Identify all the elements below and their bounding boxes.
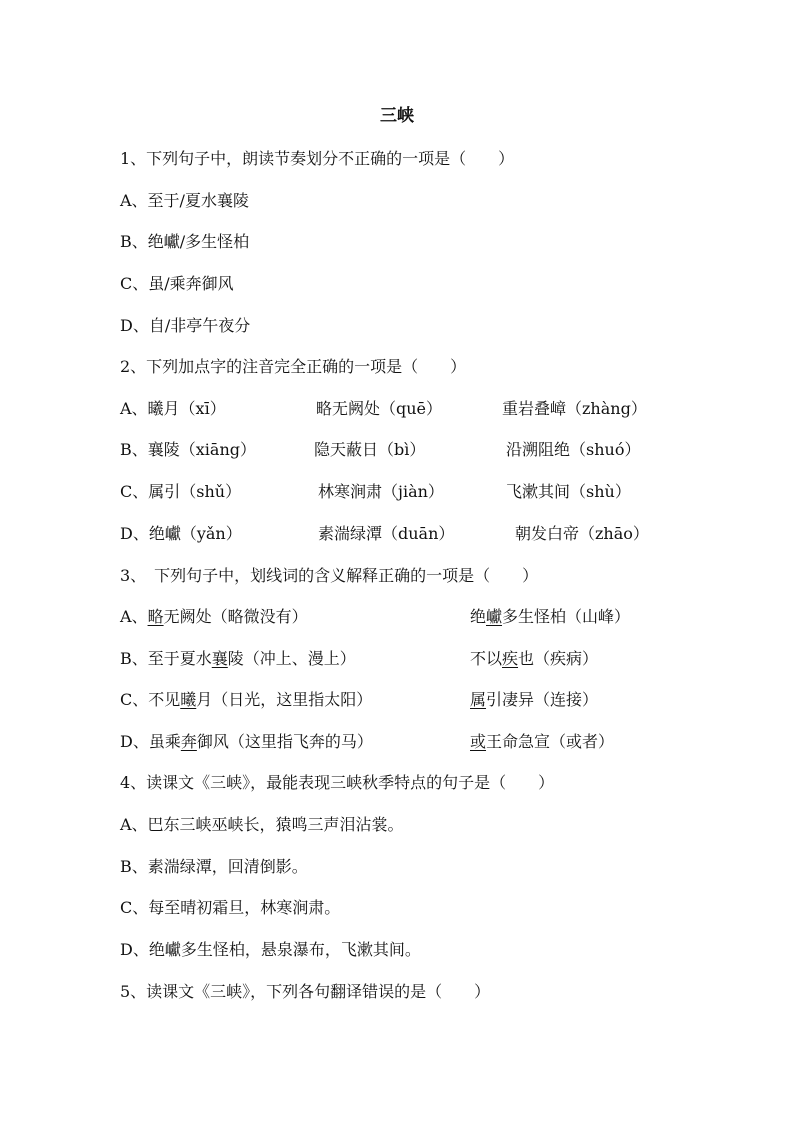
option-part: 朝发白帝（zhāo） bbox=[515, 524, 649, 543]
option-part: C、属引（shǔ） bbox=[120, 482, 242, 501]
question-1-stem: 1、下列句子中，朗读节奏划分不正确的一项是（ ） bbox=[120, 149, 515, 168]
text: 不以 bbox=[470, 649, 503, 668]
question-3-option-c bbox=[120, 688, 372, 712]
text: 也（疾病） bbox=[518, 649, 599, 668]
question-3-stem: 3、 下列句子中，划线词的含义解释正确的一项是（ ） bbox=[120, 566, 539, 585]
question-4-stem: 4、读课文《三峡》，最能表现三峡秋季特点的句子是（ ） bbox=[120, 773, 555, 792]
question-5-stem: 5、读课文《三峡》，下列各句翻译错误的是（ ） bbox=[120, 982, 491, 1001]
option-part: 飞漱其间（shù） bbox=[506, 482, 631, 501]
question-3-option-b bbox=[120, 647, 356, 671]
option-part: D、绝巘（yǎn） bbox=[120, 524, 242, 543]
option-part: B、襄陵（xiāng） bbox=[120, 440, 256, 459]
option-part: 素湍绿潭（duān） bbox=[318, 524, 455, 543]
underlined-word: 奔 bbox=[180, 732, 197, 751]
text: 月（日光，这里指太阳） bbox=[196, 690, 373, 709]
underlined-word: 襄 bbox=[211, 649, 228, 668]
text: B、至于夏水 bbox=[120, 649, 212, 668]
option-part: A、曦月（xī） bbox=[120, 399, 226, 418]
underlined-word: 巘 bbox=[486, 607, 503, 626]
underlined-word: 曦 bbox=[180, 690, 197, 709]
question-3-option-a-2 bbox=[470, 605, 630, 629]
text: 绝 bbox=[470, 607, 487, 626]
option-part: 沿溯阻绝（shuó） bbox=[506, 440, 641, 459]
text: 无阙处（略微没有） bbox=[163, 607, 308, 626]
text: 御风（这里指飞奔的马） bbox=[196, 732, 373, 751]
text: 王命急宣（或者） bbox=[486, 732, 615, 751]
option-part: 重岩叠嶂（zhàng） bbox=[502, 399, 647, 418]
question-3-option-c-2 bbox=[470, 688, 598, 712]
question-3-option-d-2 bbox=[470, 730, 614, 754]
option-part: 略无阙处（quē） bbox=[316, 399, 443, 418]
underlined-word: 疾 bbox=[502, 649, 519, 668]
question-3-option-a bbox=[120, 605, 308, 629]
option-part: 林寒涧肃（jiàn） bbox=[318, 482, 444, 501]
text: 陵（冲上、漫上） bbox=[227, 649, 356, 668]
question-1-option-c: C、虽/乘奔御风 bbox=[120, 274, 234, 293]
question-4-option-a: A、巴东三峡巫峡长，猿鸣三声泪沾裳。 bbox=[120, 815, 404, 834]
text: 引凄异（连接） bbox=[486, 690, 599, 709]
question-2-stem: 2、下列加点字的注音完全正确的一项是（ ） bbox=[120, 357, 467, 376]
question-1-option-a: A、至于/夏水襄陵 bbox=[120, 191, 249, 210]
underlined-word: 略 bbox=[147, 607, 164, 626]
option-part: 隐天蔽日（bì） bbox=[314, 440, 426, 459]
question-1-option-b: B、绝巘/多生怪柏 bbox=[120, 232, 250, 251]
question-3-option-b-2 bbox=[470, 647, 598, 671]
text: 多生怪柏（山峰） bbox=[502, 607, 631, 626]
page-title: 三峡 bbox=[380, 106, 414, 126]
text: A、 bbox=[120, 607, 148, 626]
underlined-word: 或 bbox=[470, 732, 487, 751]
question-4-option-d: D、绝巘多生怪柏，悬泉瀑布，飞漱其间。 bbox=[120, 940, 421, 959]
question-3-option-d bbox=[120, 730, 373, 754]
question-4-option-c: C、每至晴初霜旦，林寒涧肃。 bbox=[120, 898, 341, 917]
underlined-word: 属 bbox=[470, 690, 487, 709]
question-4-option-b: B、素湍绿潭，回清倒影。 bbox=[120, 857, 308, 876]
text: C、不见 bbox=[120, 690, 181, 709]
question-1-option-d: D、自/非亭午夜分 bbox=[120, 316, 251, 335]
text: D、虽乘 bbox=[120, 732, 181, 751]
